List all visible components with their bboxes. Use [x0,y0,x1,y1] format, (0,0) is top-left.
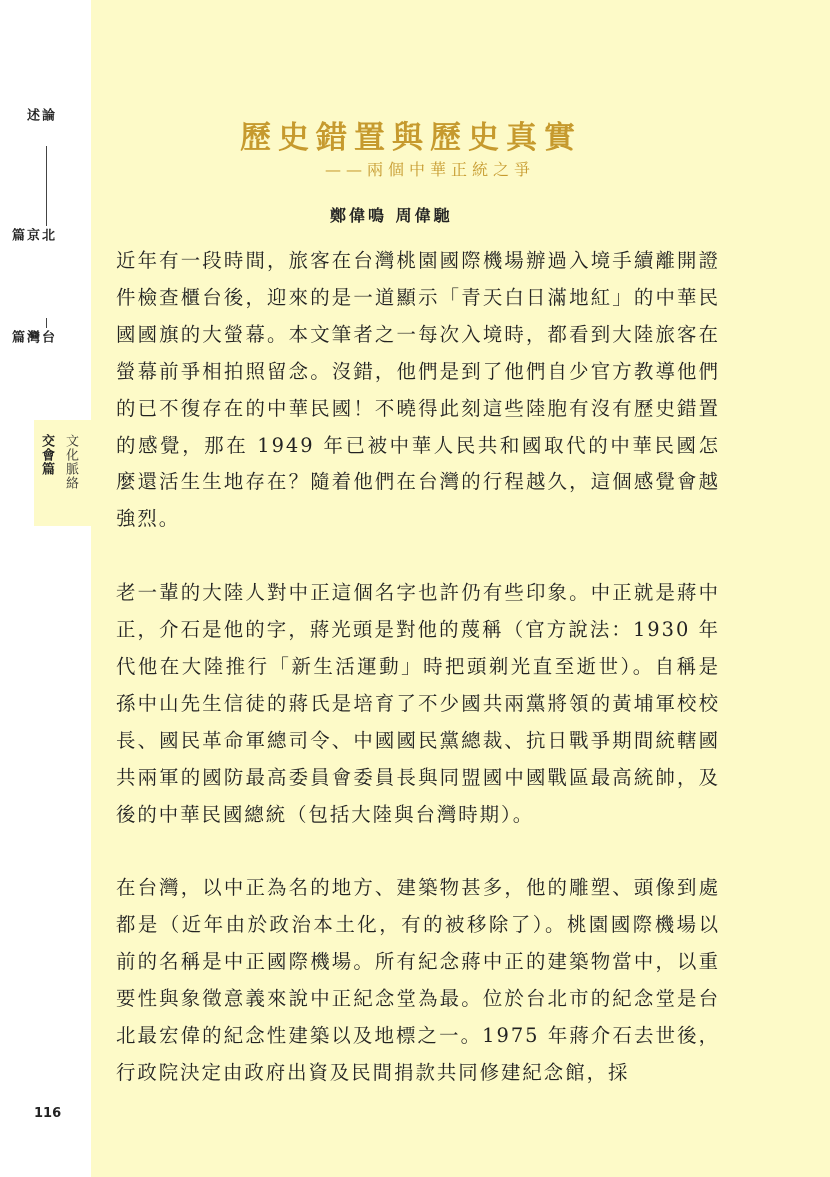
nav-divider [46,146,47,216]
nav-subitem-culture[interactable]: 文化脈絡 [63,434,78,490]
nav-item-beijing[interactable]: 北京篇 [9,228,54,242]
active-nav-tab[interactable] [34,420,91,526]
article-title: 歷史錯置與歷史真實 [240,120,582,156]
article-authors: 鄭偉鳴 周偉馳 [330,206,453,225]
article-subtitle: ——兩個中華正統之爭 [325,160,536,179]
paragraph: 近年有一段時間，旅客在台灣桃園國際機場辦過入境手續離開證件檢查櫃台後，迎來的是一道顯示「青天白日滿地紅」的中華民國國旗的大螢幕。本文筆者之一每次入境時，都看到大陸旅客在螢幕前爭相拍照留念。沒錯，他們是到了他們自少官方教導他們的已不復存在的中華民國！不曉得此刻這些陸胞有沒有歷史錯置的感覺，那在 1949 年已被中華人民共和國取代的中華民國怎麼還活生生地存在？隨着他們在台灣的行程越久，這個感覺會越強烈。 [116,249,720,531]
nav-divider [46,318,47,328]
page-number: 116 [34,1106,62,1121]
nav-item-lunshu[interactable]: 論述 [24,108,54,122]
nav-item-jiaohui[interactable]: 交會篇 [39,434,54,476]
paragraph: 在台灣，以中正為名的地方、建築物甚多，他的雕塑、頭像到處都是（近年由於政治本土化，有的被移除了）。桃園國際機場以前的名稱是中正國際機場。所有紀念蔣中正的建築物當中，以重要性與象徵意義來說中正紀念堂為最。位於台北市的紀念堂是台北最宏偉的紀念性建築以及地標之一。1975 年蔣介石去世後，行政院決定由政府出資及民間捐款共同修建紀念館，採 [116,876,720,1084]
nav-divider [46,216,47,226]
article-body [116,243,720,1129]
nav-item-taiwan[interactable]: 台灣篇 [9,330,54,344]
paragraph: 老一輩的大陸人對中正這個名字也許仍有些印象。中正就是蔣中正，介石是他的字，蔣光頭是對他的蔑稱（官方說法：1930 年代他在大陸推行「新生活運動」時把頭剃光直至逝世）。自稱是孫中山先生信徒的蔣氏是培育了不少國共兩黨將領的黃埔軍校校長、國民革命軍總司令、中國國民黨總裁、抗日戰爭期間統轄國共兩軍的國防最高委員會委員長與同盟國中國戰區最高統帥，及後的中華民國總統（包括大陸與台灣時期）。 [116,581,720,826]
